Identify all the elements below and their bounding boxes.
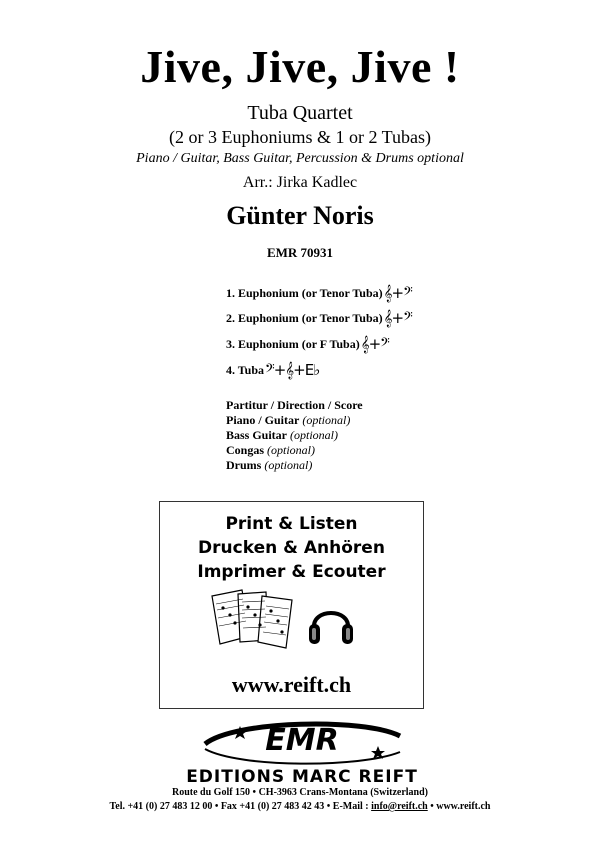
score-item: Bass Guitar (optional) [226,428,339,442]
sheet-music-icon [208,588,298,650]
score-item: Drums (optional) [226,458,313,472]
part-3 [226,335,389,353]
promo-website[interactable]: www.reift.ch [231,672,352,697]
publisher-name: EDITIONS MARC REIFT [186,767,418,786]
score-item: Piano / Guitar (optional) [226,413,351,427]
score-item: Congas (optional) [226,443,316,457]
part-1 [226,284,412,302]
logo-emr-text: EMR [265,723,339,758]
part-label: 2. Euphonium (or Tenor Tuba) [226,310,383,325]
composer: Günter Noris [226,201,374,230]
print-listen-box [159,501,424,709]
subtitle: Tuba Quartet [247,102,353,124]
promo-line-en: Print & Listen [225,514,358,534]
part-label: 4. Tuba [226,362,265,377]
emr-logo [150,716,455,786]
optional-instruments: Piano / Guitar, Bass Guitar, Percussion & Drums optional [136,151,464,166]
email-link[interactable]: info@reift.ch [371,801,428,812]
part-4 [226,361,319,379]
score-item: Partitur / Direction / Score [226,398,363,412]
score-list [226,398,363,473]
promo-line-fr: Imprimer & Ecouter [197,562,386,582]
part-label: 1. Euphonium (or Tenor Tuba) [226,285,383,300]
headphones-icon [306,598,356,646]
part-label: 3. Euphonium (or F Tuba) [226,336,360,351]
clef-icon: 𝄞+𝄢 [383,284,412,302]
instrumentation: (2 or 3 Euphoniums & 1 or 2 Tubas) [168,127,431,147]
part-2 [226,309,412,327]
publisher-contact: Tel. +41 (0) 27 483 12 00 • Fax +41 (0) 27 483 42 43 • E-Mail : info@reift.ch • www.reift.ch [109,801,491,812]
publisher-address: Route du Golf 150 • CH-3963 Crans-Montana (Switzerland) [172,787,428,798]
arranger: Arr.: Jirka Kadlec [242,174,358,191]
promo-line-de: Drucken & Anhören [198,538,385,558]
clef-icon: 𝄞+𝄢 [383,309,412,327]
clef-icon: 𝄞+𝄢 [360,335,389,353]
page-title: Jive, Jive, Jive ! [140,41,460,92]
catalog-number: EMR 70931 [266,245,334,260]
clef-icon: 𝄢+𝄞+E♭ [265,361,320,379]
